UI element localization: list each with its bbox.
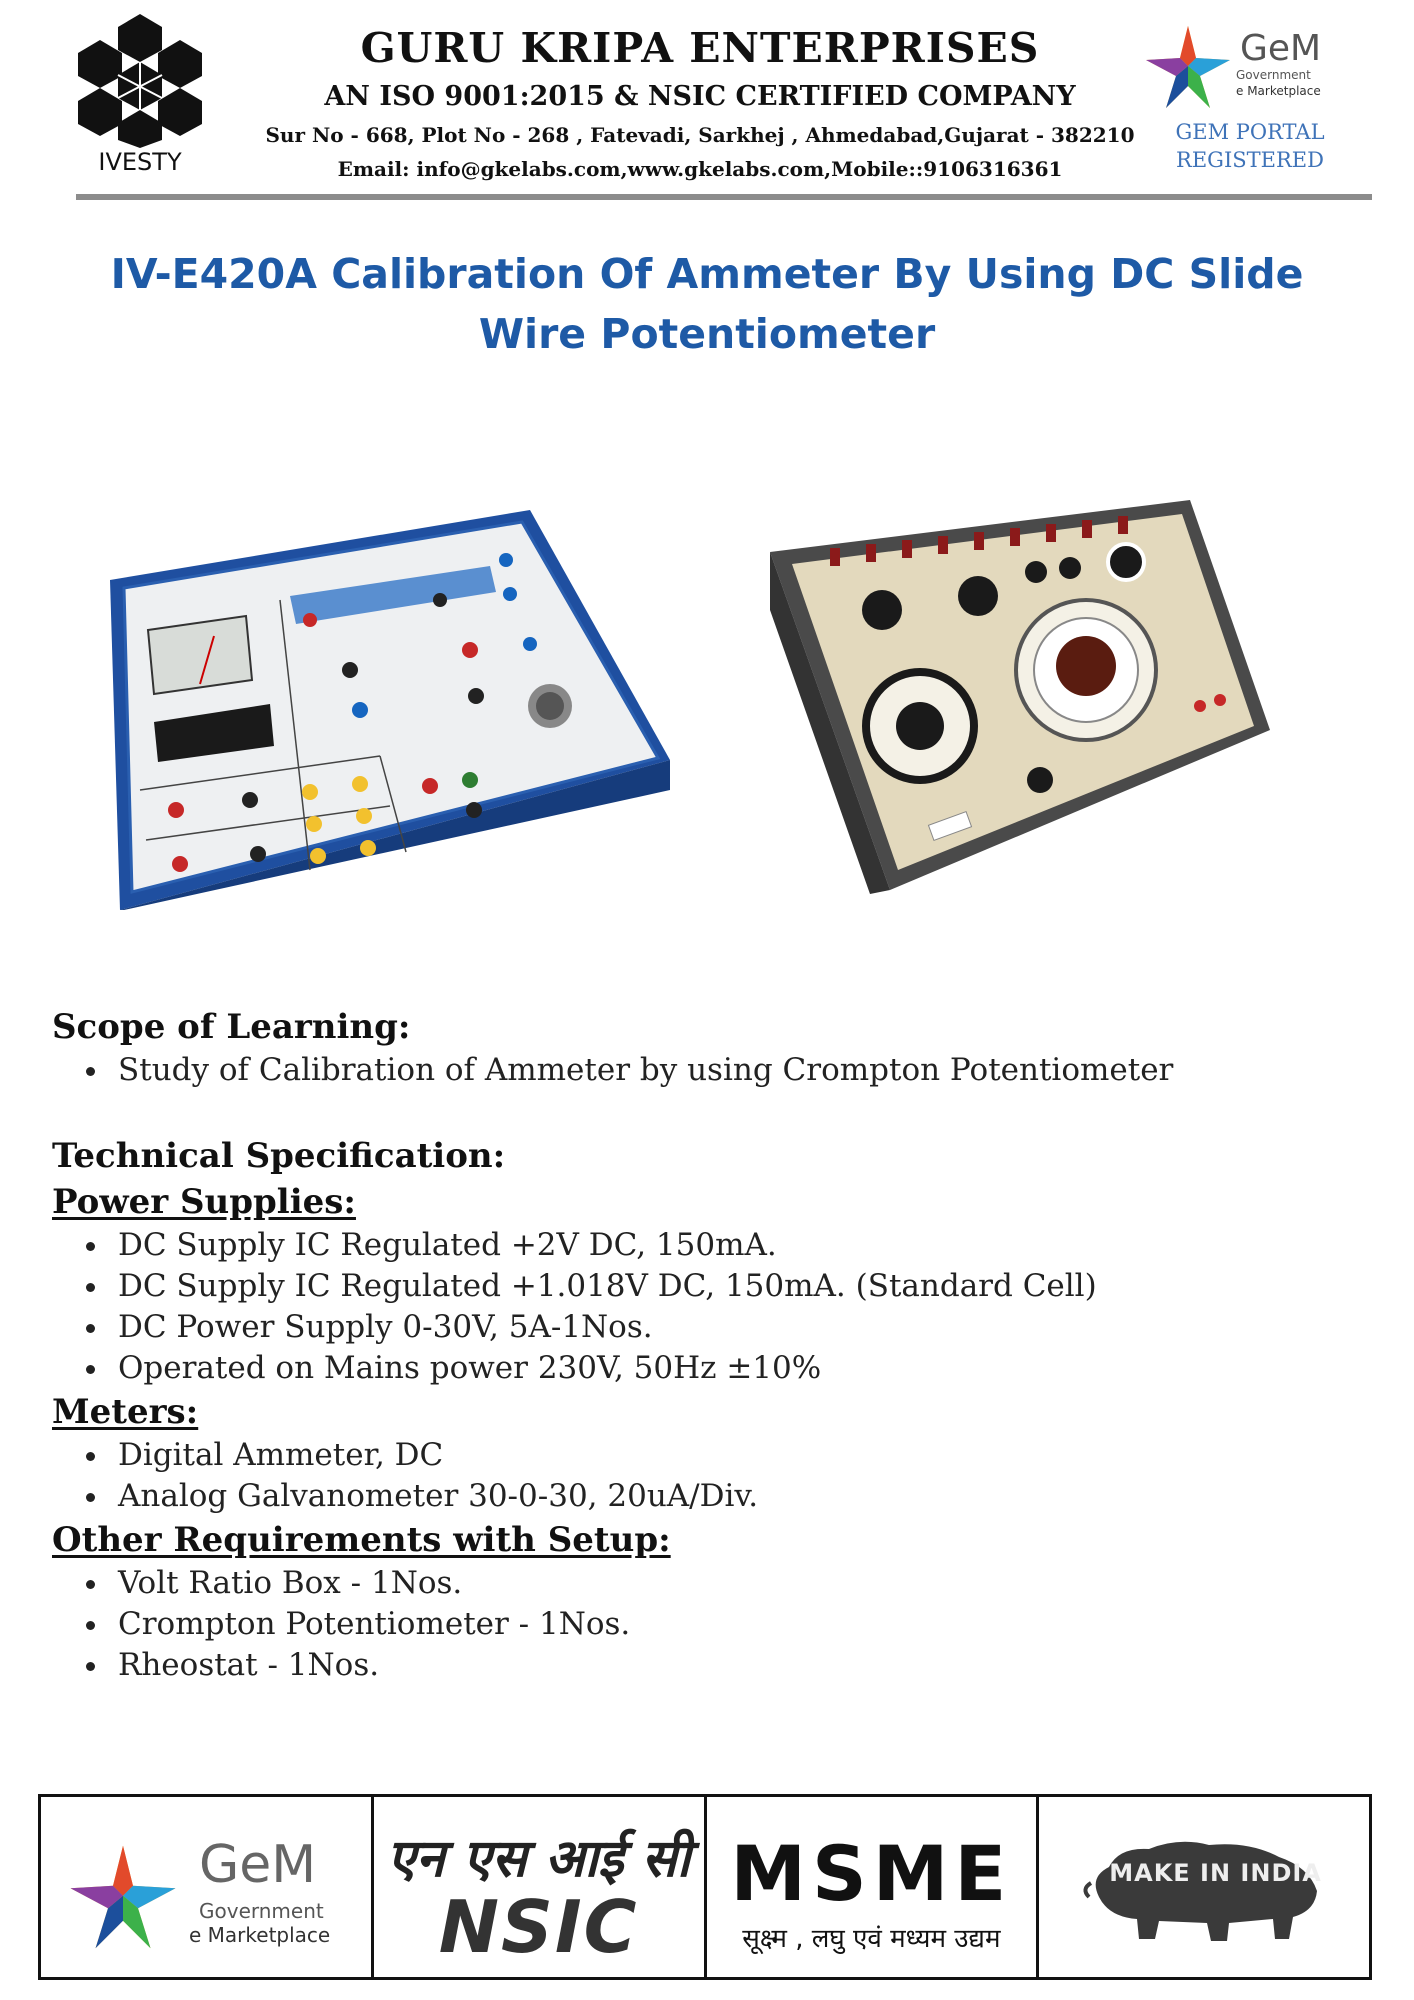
msme-word: MSME	[730, 1829, 1013, 1918]
footer-gem-logo	[41, 1797, 374, 1977]
gem-portal-line1: GEM PORTAL	[1175, 120, 1325, 144]
scope-list	[52, 1050, 1352, 1091]
nsic-word: NSIC	[438, 1885, 639, 1969]
list-item: Study of Calibration of Ammeter by using Crompton Potentiometer	[52, 1050, 1352, 1091]
product-title	[80, 244, 1334, 364]
ivesty-cube-icon	[70, 10, 210, 150]
gem-sub-government: Government	[1236, 68, 1311, 82]
footer-msme-logo	[707, 1797, 1040, 1977]
ivesty-brand-text: IVESTY	[98, 148, 182, 176]
meters-heading: Meters:	[52, 1392, 199, 1432]
list-item: Crompton Potentiometer - 1Nos.	[52, 1604, 1352, 1645]
footer-make-in-india-logo	[1039, 1797, 1369, 1977]
power-supplies-list	[52, 1225, 1352, 1389]
product-title-line2: Wire Potentiometer	[478, 310, 936, 358]
list-item: DC Power Supply 0-30V, 5A-1Nos.	[52, 1307, 1352, 1348]
technical-specification-section	[52, 1133, 1352, 1686]
other-requirements-list	[52, 1563, 1352, 1686]
list-item: Operated on Mains power 230V, 50Hz ±10%	[52, 1348, 1352, 1389]
list-item: DC Supply IC Regulated +2V DC, 150mA.	[52, 1225, 1352, 1266]
company-header	[250, 22, 1150, 182]
msme-hindi-text: सूक्ष्म , लघु एवं मध्यम उद्यम	[742, 1924, 1001, 1954]
gem-portal-line2: REGISTERED	[1176, 148, 1324, 172]
footer-gem-word: GeM	[199, 1835, 317, 1895]
meters-list	[52, 1435, 1352, 1517]
company-contact: Email: info@gkelabs.com,www.gkelabs.com,Mobile::9106316361	[337, 157, 1063, 181]
make-in-india-text: MAKE IN INDIA	[1109, 1859, 1322, 1887]
scope-section	[52, 1004, 1352, 1091]
tech-heading: Technical Specification:	[52, 1136, 506, 1176]
company-certification: AN ISO 9001:2015 & NSIC CERTIFIED COMPANY	[324, 81, 1076, 112]
company-name: GURU KRIPA ENTERPRISES	[360, 24, 1040, 72]
trainer-kit-image	[110, 500, 670, 910]
other-requirements-heading: Other Requirements with Setup:	[52, 1520, 671, 1560]
header-divider	[76, 194, 1372, 200]
list-item: Analog Galvanometer 30-0-30, 20uA/Div.	[52, 1476, 1352, 1517]
nsic-hindi-text: एन एस आई सी	[387, 1829, 691, 1889]
gem-star-icon	[63, 1837, 183, 1957]
footer-nsic-logo	[374, 1797, 707, 1977]
gem-sub-marketplace: e Marketplace	[1236, 84, 1321, 98]
ivesty-logo	[70, 10, 210, 180]
gem-portal-logo	[1140, 22, 1360, 182]
scope-heading: Scope of Learning:	[52, 1007, 411, 1047]
list-item: DC Supply IC Regulated +1.018V DC, 150mA. (Standard Cell)	[52, 1266, 1352, 1307]
list-item: Digital Ammeter, DC	[52, 1435, 1352, 1476]
list-item: Volt Ratio Box - 1Nos.	[52, 1563, 1352, 1604]
lion-icon	[1079, 1827, 1329, 1947]
footer-gem-government: Government	[199, 1899, 324, 1923]
power-supplies-heading: Power Supplies:	[52, 1182, 356, 1222]
crompton-potentiometer-image	[770, 500, 1270, 900]
footer-logo-strip	[38, 1794, 1372, 1980]
list-item: Rheostat - 1Nos.	[52, 1645, 1352, 1686]
gem-star-icon	[1140, 22, 1236, 112]
company-address: Sur No - 668, Plot No - 268 , Fatevadi, Sarkhej , Ahmedabad,Gujarat - 382210	[265, 123, 1135, 147]
product-title-line1: IV-E420A Calibration Of Ammeter By Using DC Slide	[110, 250, 1304, 298]
gem-portal-registered	[1140, 118, 1360, 174]
footer-gem-marketplace: e Marketplace	[189, 1923, 331, 1947]
gem-word: GeM	[1240, 28, 1322, 69]
